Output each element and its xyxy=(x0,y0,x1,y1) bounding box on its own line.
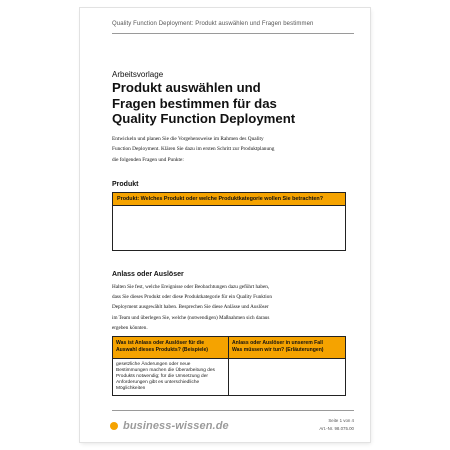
anlass-line: ergeben könnten. xyxy=(112,324,148,331)
table-cell-line: Bestimmungen machen die Überarbeitung des xyxy=(116,368,215,373)
table-header-line: Auswahl dieses Produkts? (Beispiele) xyxy=(116,347,208,353)
anlass-line: Halten Sie fest, welche Ereignisse oder Beobachtungen dazu geführt haben, xyxy=(112,284,270,290)
table-header-line: Anlass oder Auslöser in unserem Fall xyxy=(232,340,323,346)
article-number: Art.-Nr. 98.075.00 xyxy=(319,426,354,431)
running-header: Quality Function Deployment: Produkt auswählen und Fragen bestimmen xyxy=(112,21,314,27)
table-cell-example xyxy=(113,359,229,395)
intro-line: Entwickeln und planen Sie die Vorgehensweise im Rahmen des Quality xyxy=(112,136,264,142)
section-heading-produkt: Produkt xyxy=(112,181,139,188)
table-header-line: Was ist Anlass oder Auslöser für die xyxy=(116,340,205,346)
anlass-line: Deployment ausgewählt haben. Besprechen Sie diese Anlässe und Auslöser xyxy=(112,304,269,311)
table-header-line: Was müssen wir tun? (Erläuterungen) xyxy=(232,347,324,353)
document-type-label: Arbeitsvorlage xyxy=(112,70,164,79)
header-rule xyxy=(112,33,354,34)
table-cell-our-case-field[interactable] xyxy=(229,359,345,395)
table-header-our-case xyxy=(229,337,345,359)
anlass-table xyxy=(112,336,346,396)
produkt-question-bar: Produkt: Welches Produkt oder welche Produktkategorie wollen Sie betrachten? xyxy=(113,193,345,206)
title-line: Fragen bestimmen für das xyxy=(112,95,277,111)
produkt-form-box xyxy=(112,192,346,251)
title-line: Produkt auswählen und xyxy=(112,80,261,95)
anlass-line: im Team und überlegen Sie, welche (notwendigen) Maßnahmen sich daraus xyxy=(112,314,270,321)
brand-dot-icon xyxy=(110,422,118,430)
footer-rule xyxy=(112,410,354,411)
footer-meta xyxy=(319,417,354,433)
intro-line: die folgenden Fragen und Punkte: xyxy=(112,156,184,163)
section-heading-anlass: Anlass oder Auslöser xyxy=(112,271,184,278)
intro-line: Function Deployment. Klären Sie dazu im ersten Schritt zur Produktplanung xyxy=(112,146,275,153)
page-title xyxy=(112,80,295,127)
table-cell-line: Anforderungen gibt es unterschiedliche xyxy=(116,380,200,385)
document-page xyxy=(80,8,370,442)
title-line: Quality Function Deployment xyxy=(112,111,296,126)
page-number: Seite 1 von 4 xyxy=(328,418,354,423)
anlass-paragraph xyxy=(112,282,348,333)
intro-paragraph xyxy=(112,134,348,165)
table-cell-line: Produkts notwendig; für die Umsetzung der xyxy=(116,374,208,379)
table-header-examples xyxy=(113,337,229,359)
anlass-line: dass Sie dieses Produkt oder diese Produktkategorie für ein Quality Funktion xyxy=(112,294,272,301)
produkt-answer-field[interactable] xyxy=(113,206,345,252)
table-cell-line: Möglichkeiten xyxy=(116,386,146,391)
brand-name: business-wissen.de xyxy=(123,420,229,432)
table-cell-line: gesetzliche Änderungen oder neue xyxy=(116,362,191,367)
brand-logo xyxy=(110,420,229,432)
